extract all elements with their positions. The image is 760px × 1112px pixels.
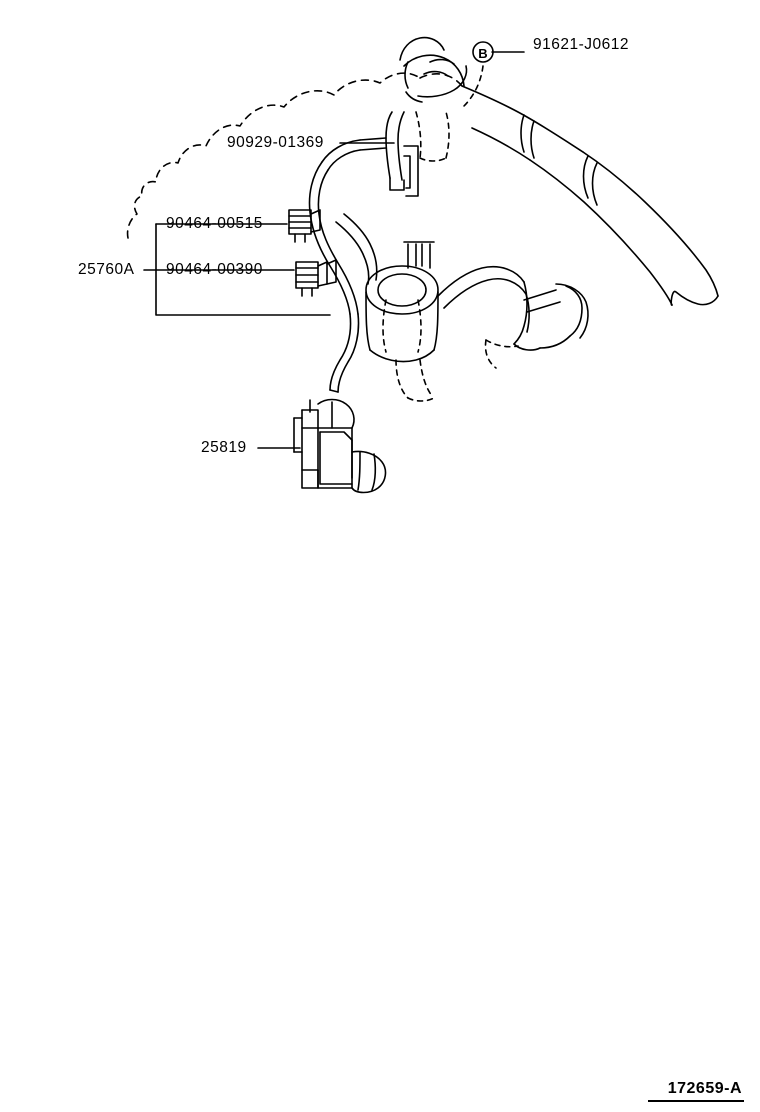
callout-25760A: 25760A — [78, 261, 135, 278]
callout-90929-01369: 90929-01369 — [227, 134, 324, 151]
callout-25819: 25819 — [201, 439, 247, 456]
footer-underline — [648, 1100, 744, 1102]
svg-text:B: B — [478, 46, 488, 61]
callout-91621-J0612: 91621-J0612 — [533, 36, 629, 53]
callout-90464-00515: 90464-00515 — [166, 215, 263, 232]
diagram-footer-code: 172659-A — [667, 1080, 742, 1097]
callout-90464-00390: 90464-00390 — [166, 261, 263, 278]
